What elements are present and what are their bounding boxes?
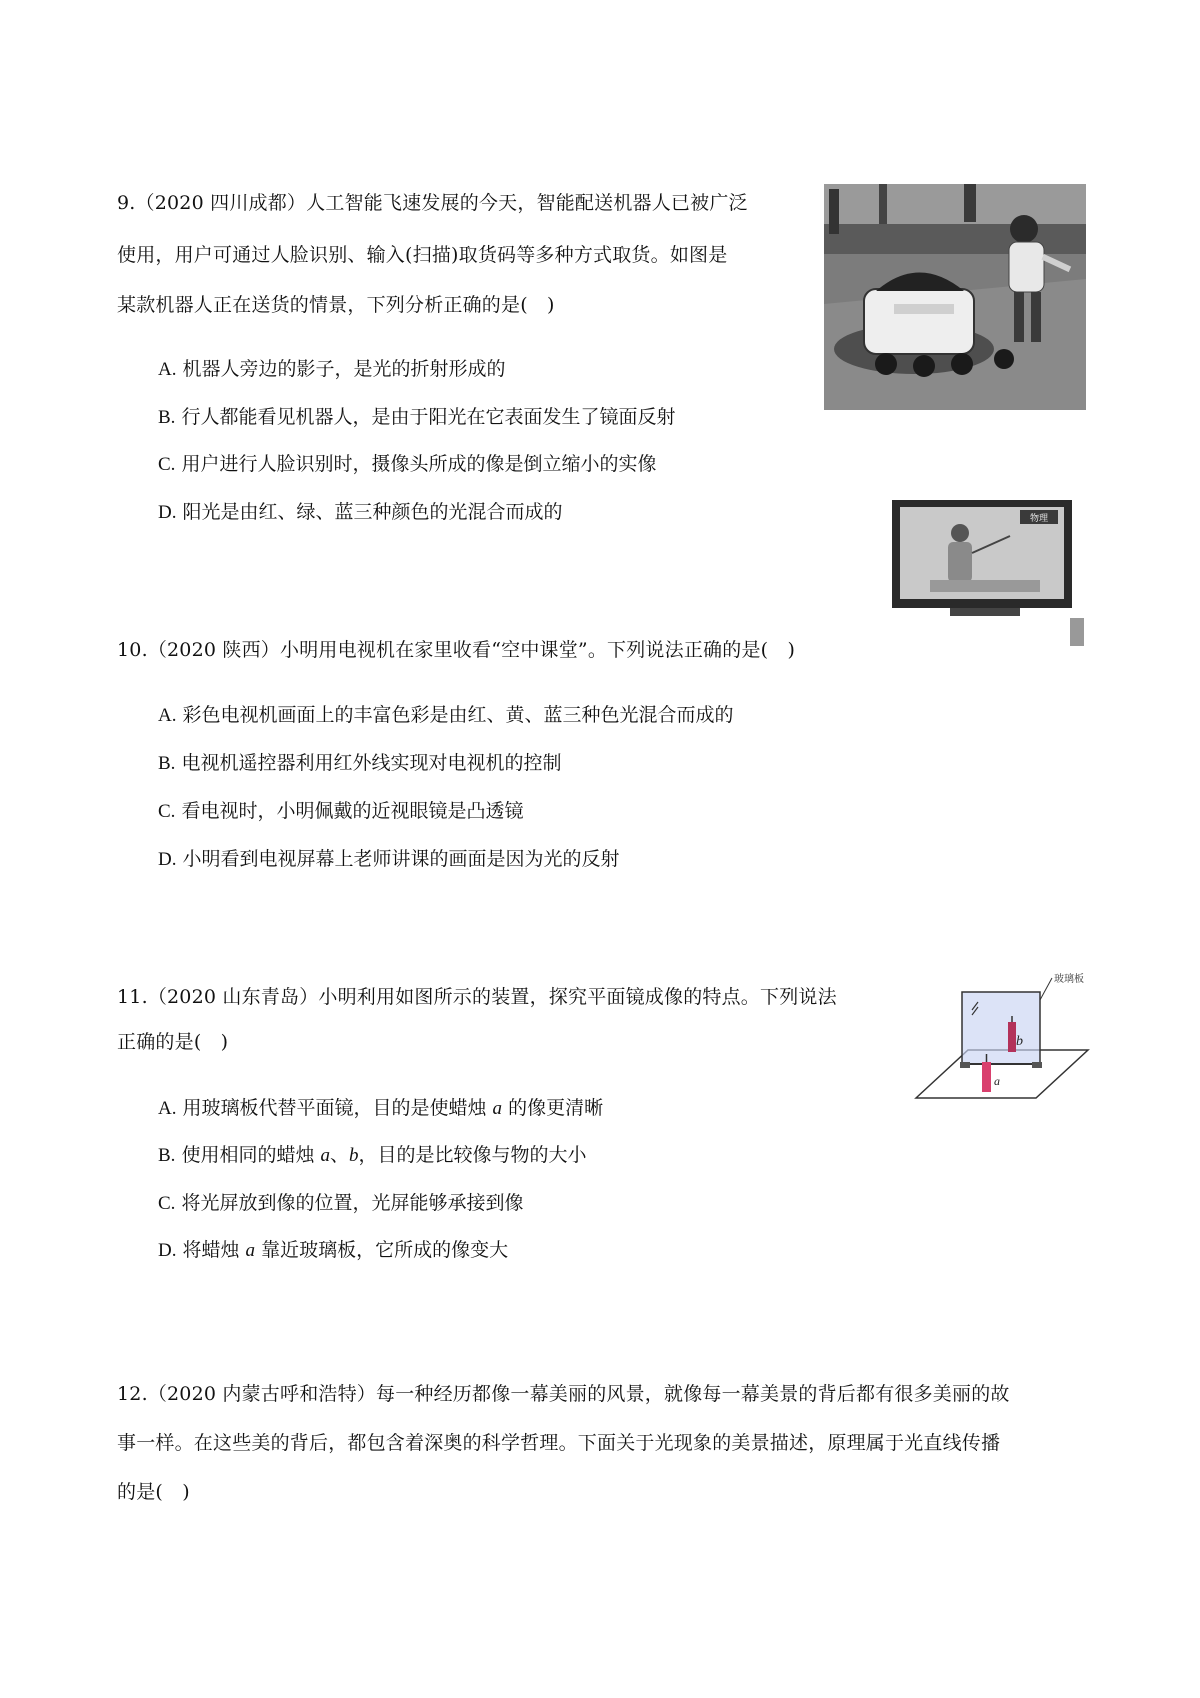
candle-b-label: b [1016, 1034, 1023, 1049]
answer-blank: ( ) [193, 1031, 229, 1053]
answer-blank: ( ) [760, 639, 796, 661]
q9-option-d[interactable]: D. 阳光是由红、绿、蓝三种颜色的光混合而成的 [158, 501, 563, 523]
q12-stem-line-1: 12.（2020 内蒙古呼和浩特）每一种经历都像一幕美丽的风景，就像每一幕美景的背后都有很多美丽的故 [117, 1383, 1010, 1405]
q10-option-c[interactable]: C. 看电视时，小明佩戴的近视眼镜是凸透镜 [158, 800, 524, 822]
q9-option-c[interactable]: C. 用户进行人脸识别时，摄像头所成的像是倒立缩小的实像 [158, 453, 657, 475]
q11-option-a[interactable]: A. 用玻璃板代替平面镜，目的是使蜡烛 a 的像更清晰 [158, 1097, 604, 1119]
q9-option-a[interactable]: A. 机器人旁边的影子，是光的折射形成的 [158, 358, 506, 380]
q11-option-b[interactable]: B. 使用相同的蜡烛 a、b，目的是比较像与物的大小 [158, 1144, 587, 1166]
q9-option-b[interactable]: B. 行人都能看见机器人，是由于阳光在它表面发生了镜面反射 [158, 406, 676, 428]
q12-stem-line-2: 事一样。在这些美的背后，都包含着深奥的科学哲理。下面关于光现象的美景描述，原理属于光直线传播 [117, 1432, 1001, 1454]
delivery-robot-photo [824, 184, 1086, 410]
tv-photo [890, 498, 1086, 648]
q10-option-b[interactable]: B. 电视机遥控器利用红外线实现对电视机的控制 [158, 752, 562, 774]
glass-plate-label: 玻璃板 [1054, 974, 1084, 985]
q11-stem-line-2: 正确的是( ) [117, 1031, 229, 1053]
q11-stem-line-1: 11.（2020 山东青岛）小明利用如图所示的装置，探究平面镜成像的特点。下列说法 [117, 986, 837, 1008]
q11-option-d[interactable]: D. 将蜡烛 a 靠近玻璃板，它所成的像变大 [158, 1239, 509, 1261]
candle-a-label: a [994, 1074, 1000, 1088]
q9-stem-line-2: 使用，用户可通过人脸识别、输入(扫描)取货码等多种方式取货。如图是 [117, 244, 728, 266]
tv-screen-label: 物理 [1029, 514, 1049, 524]
q11-option-c[interactable]: C. 将光屏放到像的位置，光屏能够承接到像 [158, 1192, 524, 1214]
q10-stem: 10.（2020 陕西）小明用电视机在家里收看“空中课堂”。下列说法正确的是( ) [117, 639, 796, 661]
q9-stem-line-3: 某款机器人正在送货的情景，下列分析正确的是( ) [117, 294, 555, 316]
q9-stem-line-1: 9.（2020 四川成都）人工智能飞速发展的今天，智能配送机器人已被广泛 [117, 192, 748, 214]
q12-stem-line-3: 的是( ) [117, 1481, 190, 1503]
answer-blank: ( ) [520, 294, 555, 316]
plane-mirror-experiment-figure [912, 970, 1092, 1110]
q10-option-a[interactable]: A. 彩色电视机画面上的丰富色彩是由红、黄、蓝三种色光混合而成的 [158, 704, 734, 726]
answer-blank: ( ) [155, 1481, 190, 1503]
q10-option-d[interactable]: D. 小明看到电视屏幕上老师讲课的画面是因为光的反射 [158, 848, 620, 870]
